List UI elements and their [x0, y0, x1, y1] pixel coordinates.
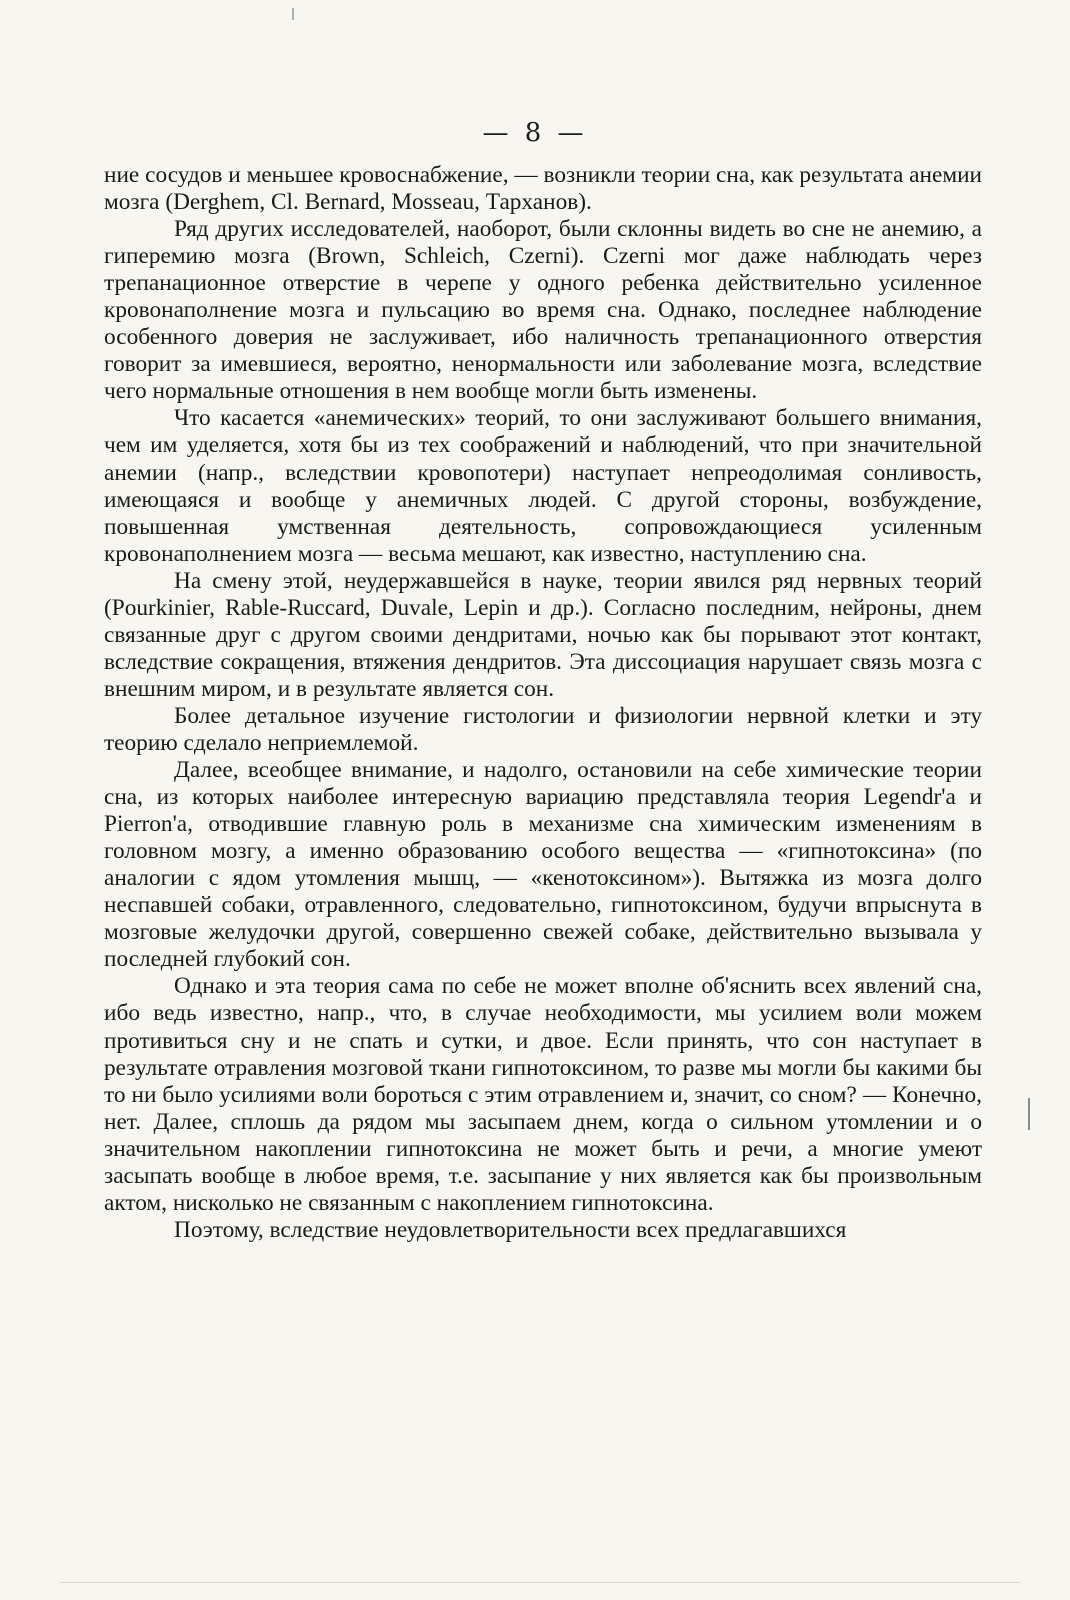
paragraph-1: ние сосудов и меньшее кровоснабжение, — возникли теории сна, как результата анемии мозга (Derghem, Cl. Bernard, Mosseau, Тарханов). [104, 162, 982, 216]
margin-mark [1028, 1098, 1030, 1130]
body-text [104, 162, 982, 1244]
paragraph-8: Поэтому, вследствие неудовлетворительности всех предлагавшихся [174, 1216, 847, 1243]
paragraph-7: Однако и эта теория сама по себе не может вполне об'яснить всех явлений сна, ибо ведь известно, напр., что, в случае необходимости, мы усилием воли можем противиться сну и не спать и сутки, и двое. Если принять, что сон наступает в результате отравления мозговой ткани гипнотоксином, то разве мы могли бы какими бы то ни было усилиями воли бороться с этим отравлением и, значит, со сном? — Конечно, нет. Далее, сплошь да рядом мы засыпаем днем, когда о сильном утомлении и о значительном накоплении гипнотоксина не может быть и речи, а многие умеют засыпать вообще в любое время, т.е. засыпание у них является как бы произвольным актом, нисколько не связанным с накоплением гипнотоксина. [104, 973, 982, 1216]
paragraph-2: Ряд других исследователей, наоборот, были склонны видеть во сне не анемию, а гиперемию мозга (Brown, Schleich, Czerni). Czerni мог даже наблюдать через трепанационное отверстие в черепе у одного ребенка действительно усиленное кровонаполнение мозга и пульсацию во время сна. Однако, последнее наблюдение особенного доверия не заслуживает, ибо наличность трепанационного отверстия говорит за имевшиеся, вероятно, ненормальности или заболевание мозга, вследствие чего нормальные отношения в нем вообще могли быть изменены. [104, 216, 982, 405]
paragraph-3: Что касается «анемических» теорий, то они заслуживают большего внимания, чем им уделяется, хотя бы из тех соображений и наблюдений, что при значительной анемии (напр., вследствии кровопотери) наступает непреодолимая сонливость, имеющаяся и вообще у анемичных людей. С другой стороны, возбуждение, повышенная умственная деятельность, сопровождающиеся усиленным кровонаполнением мозга — весьма мешают, как известно, наступлению сна. [104, 405, 982, 567]
page-bottom-edge [60, 1582, 1020, 1583]
paragraph-4: На смену этой, неудержавшейся в науке, теории явился ряд нервных теорий (Pourkinier, Rable-Ruccard, Duvale, Lepin и др.). Согласно последним, нейроны, днем связанные друг с другом своими дендритами, ночью как бы порывают этот контакт, вследствие сокращения, втяжения дендритов. Эта диссоциация нарушает связь мозга с внешним миром, и в результате является сон. [104, 567, 982, 702]
paragraph-6: Далее, всеобщее внимание, и надолго, остановили на себе химические теории сна, из которых наиболее интересную вариацию представляла теория Legendr'a и Pierron'a, отводившие главную роль в механизме сна химическим изменениям в головном мозгу, а именно образованию особого вещества — «гипнотоксина» (по аналогии с ядом утомления мышц, — «кенотоксином»). Вытяжка из мозга долго неспавшей собаки, отравленного, следовательно, гипнотоксином, будучи впрыснута в мозговые желудочки другой, совершенно свежей собаке, действительно вызывала у последней глубокий сон. [104, 757, 982, 973]
page-number: — 8 — [482, 118, 588, 148]
paragraph-5: Более детальное изучение гистологии и физиологии нервной клетки и эту теорию сделало неприемлемой. [104, 702, 982, 756]
scan-mark [292, 8, 294, 20]
